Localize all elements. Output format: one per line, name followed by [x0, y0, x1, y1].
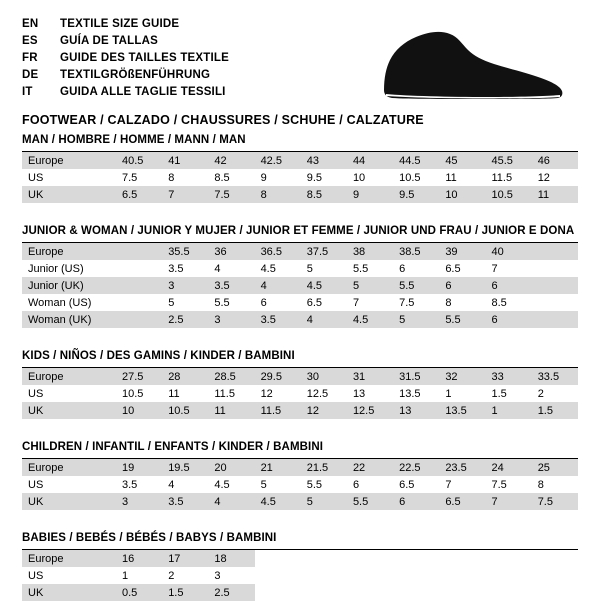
cell: 11: [532, 186, 578, 203]
cell: 4.5: [260, 262, 276, 275]
cell: 20: [208, 459, 254, 476]
cell: 0.5: [116, 584, 162, 601]
cell: 1: [122, 569, 129, 582]
cell: 33: [486, 368, 532, 385]
cell: 6: [439, 277, 485, 294]
cell: 7: [486, 493, 532, 510]
cell-empty: [301, 550, 347, 567]
language-title-fr: GUIDE DES TAILLES TEXTILE: [60, 52, 229, 64]
cell: 5: [393, 311, 439, 328]
cell: 30: [301, 368, 347, 385]
cell-empty: [347, 584, 393, 601]
table-row: [22, 550, 578, 567]
section-title-babies: BABIES / BEBÉS / BÉBÉS / BABYS / BAMBINI: [22, 532, 578, 550]
cell: 7.5: [491, 478, 507, 491]
cell: 7: [491, 262, 498, 275]
cell: 7.5: [208, 186, 254, 203]
cell: 3.5: [255, 311, 301, 328]
row-label: US: [28, 569, 44, 582]
cell: 1: [445, 387, 452, 400]
cell: [532, 294, 578, 311]
cell: [532, 260, 578, 277]
size-table-babies: [22, 550, 578, 601]
cell: 10.5: [162, 402, 208, 419]
cell: 29.5: [255, 368, 301, 385]
cell: 12.5: [306, 387, 329, 400]
cell: 8: [445, 296, 452, 309]
cell: 5.5: [352, 262, 369, 275]
cell: 7: [162, 186, 208, 203]
cell: 5.5: [439, 311, 485, 328]
row-label: UK: [22, 186, 116, 203]
cell: 25: [532, 459, 578, 476]
cell: 3.5: [168, 262, 184, 275]
cell: 10: [116, 402, 162, 419]
cell: 5.5: [393, 277, 439, 294]
cell-empty: [255, 550, 301, 567]
cell: 3: [214, 569, 221, 582]
row-label: Europe: [22, 459, 116, 476]
language-code-it: IT: [22, 86, 33, 98]
row-label: Europe: [22, 550, 116, 567]
cell: 11: [208, 402, 254, 419]
cell: 10.5: [486, 186, 532, 203]
table-row: [22, 476, 578, 493]
cell: 44.5: [393, 152, 439, 169]
cell: 2: [537, 387, 544, 400]
row-label: US: [28, 478, 44, 491]
row-label: Europe: [22, 152, 116, 169]
dress-shoe-icon: [378, 28, 568, 106]
cell: 2.5: [162, 311, 208, 328]
cell: 5: [301, 493, 347, 510]
cell: 6: [393, 493, 439, 510]
table-row: [22, 567, 578, 584]
cell: [116, 294, 162, 311]
cell: 8.5: [301, 186, 347, 203]
cell: 6.5: [439, 493, 485, 510]
cell-empty: [393, 550, 439, 567]
cell: 4: [214, 262, 221, 275]
row-label: UK: [22, 493, 116, 510]
cell: 40: [486, 243, 532, 260]
cell: 10.5: [399, 171, 421, 184]
cell-empty: [347, 550, 393, 567]
size-table-kids: [22, 368, 578, 419]
cell: 13.5: [399, 387, 421, 400]
language-row: [22, 33, 229, 50]
cell: 32: [439, 368, 485, 385]
language-title-en: TEXTILE SIZE GUIDE: [60, 18, 180, 30]
cell: 37.5: [301, 243, 347, 260]
table-row: [22, 584, 578, 601]
cell: 24: [486, 459, 532, 476]
cell: 5.5: [306, 478, 323, 491]
cell: 6.5: [116, 186, 162, 203]
cell: 3: [116, 493, 162, 510]
cell: 1.5: [162, 584, 208, 601]
table-row: [22, 277, 578, 294]
cell: 13: [393, 402, 439, 419]
cell: 5.5: [347, 493, 393, 510]
cell: 44: [347, 152, 393, 169]
cell: 22: [347, 459, 393, 476]
cell: 28.5: [208, 368, 254, 385]
cell: 4: [255, 277, 301, 294]
cell: 8.5: [491, 296, 507, 309]
size-table-man: [22, 152, 578, 203]
cell: 5: [168, 296, 175, 309]
section-title-man: MAN / HOMBRE / HOMME / MANN / MAN: [22, 134, 578, 152]
table-row: [22, 402, 578, 419]
cell: 4: [301, 311, 347, 328]
cell-empty: [301, 584, 347, 601]
row-label: US: [28, 387, 44, 400]
cell: 9: [260, 171, 267, 184]
cell: 27.5: [116, 368, 162, 385]
cell: 2: [168, 569, 175, 582]
size-table-junior-woman: [22, 243, 578, 328]
cell: 3: [162, 277, 208, 294]
cell: 9: [347, 186, 393, 203]
cell: 5: [260, 478, 267, 491]
cell: 39: [439, 243, 485, 260]
cell: 38: [347, 243, 393, 260]
cell: [116, 277, 162, 294]
cell-empty: [486, 584, 532, 601]
row-label: UK: [22, 584, 116, 601]
cell: 42: [208, 152, 254, 169]
cell: [116, 260, 162, 277]
cell: 7: [352, 296, 360, 309]
cell-empty: [532, 567, 578, 584]
table-row: [22, 459, 578, 476]
cell: 36: [208, 243, 254, 260]
cell: 10: [352, 171, 366, 184]
page-header: [22, 16, 578, 127]
size-table-children: [22, 459, 578, 510]
cell: 7.5: [532, 493, 578, 510]
cell: 33.5: [532, 368, 578, 385]
section-children: [22, 441, 578, 510]
cell: 8: [168, 171, 175, 184]
table-row: [22, 243, 578, 260]
cell: 31: [347, 368, 393, 385]
table-row: [22, 385, 578, 402]
row-label: Woman (UK): [22, 311, 116, 328]
cell-empty: [486, 567, 532, 584]
cell: 12: [537, 171, 550, 184]
cell: 6: [486, 311, 532, 328]
cell: 18: [208, 550, 254, 567]
cell: 11.5: [491, 171, 513, 184]
section-title-junior-woman: JUNIOR & WOMAN / JUNIOR Y MUJER / JUNIOR ET FEMME / JUNIOR UND FRAU / JUNIOR E DONA: [22, 225, 578, 243]
cell: 3: [208, 311, 254, 328]
language-code-en: EN: [22, 18, 39, 30]
cell-empty: [532, 584, 578, 601]
cell-empty: [393, 567, 439, 584]
cell: 4: [168, 478, 175, 491]
section-man: [22, 134, 578, 203]
cell: [532, 243, 578, 260]
cell: 7.5: [399, 296, 415, 309]
cell: 11.5: [214, 387, 235, 400]
cell: 3.5: [122, 478, 138, 491]
cell: 4: [208, 493, 254, 510]
cell-empty: [255, 584, 301, 601]
language-title-de: TEXTILGRÖßENFÜHRUNG: [60, 69, 211, 81]
cell: 13: [352, 387, 366, 400]
cell: 6: [486, 277, 532, 294]
cell: 16: [116, 550, 162, 567]
table-row: [22, 260, 578, 277]
cell: 5.5: [214, 296, 230, 309]
language-title-it: GUIDA ALLE TAGLIE TESSILI: [60, 86, 226, 98]
cell: 8: [255, 186, 301, 203]
row-label: Europe: [22, 243, 116, 260]
cell-empty: [347, 567, 393, 584]
language-row: [22, 16, 229, 33]
cell: 1.5: [532, 402, 578, 419]
cell-empty: [301, 567, 347, 584]
cell: 21.5: [301, 459, 347, 476]
row-label: Woman (US): [28, 296, 92, 309]
cell: 43: [301, 152, 347, 169]
cell: 6: [260, 296, 267, 309]
cell: 9.5: [306, 171, 323, 184]
cell: 1.5: [491, 387, 507, 400]
cell-empty: [393, 584, 439, 601]
cell-empty: [439, 567, 485, 584]
row-label: US: [28, 171, 44, 184]
cell: [532, 311, 578, 328]
cell: 6.5: [445, 262, 461, 275]
cell: 38.5: [393, 243, 439, 260]
cell: 1: [486, 402, 532, 419]
cell: 41: [162, 152, 208, 169]
cell: 5: [306, 262, 313, 275]
row-label: Europe: [22, 368, 116, 385]
section-junior-woman: [22, 225, 578, 328]
cell: 12: [301, 402, 347, 419]
cell: 7: [445, 478, 452, 491]
cell: 10.5: [122, 387, 144, 400]
cell: 23.5: [439, 459, 485, 476]
section-title-children: CHILDREN / INFANTIL / ENFANTS / KINDER / BAMBINI: [22, 441, 578, 459]
row-label: Junior (US): [28, 262, 84, 275]
language-code-fr: FR: [22, 52, 38, 64]
cell: 6: [352, 478, 360, 491]
cell-empty: [532, 550, 578, 567]
cell: 45: [439, 152, 485, 169]
table-row: [22, 368, 578, 385]
cell: 42.5: [255, 152, 301, 169]
language-code-es: ES: [22, 35, 38, 47]
cell: [116, 243, 162, 260]
language-row: [22, 67, 229, 84]
cell: 6.5: [399, 478, 415, 491]
cell: 22.5: [393, 459, 439, 476]
footwear-category-title: FOOTWEAR / CALZADO / CHAUSSURES / SCHUHE / CALZATURE: [22, 113, 424, 127]
cell: 28: [162, 368, 208, 385]
cell: 45.5: [486, 152, 532, 169]
table-row: [22, 294, 578, 311]
cell: 11: [168, 387, 180, 400]
cell: 7.5: [122, 171, 138, 184]
language-row: [22, 50, 229, 67]
cell: 11.5: [255, 402, 301, 419]
cell: 21: [255, 459, 301, 476]
table-row: [22, 493, 578, 510]
table-row: [22, 169, 578, 186]
cell-empty: [255, 567, 301, 584]
cell: 4.5: [255, 493, 301, 510]
language-row: [22, 84, 229, 101]
section-kids: [22, 350, 578, 419]
cell: [116, 311, 162, 328]
cell-empty: [439, 550, 485, 567]
cell: 4.5: [301, 277, 347, 294]
cell: 40.5: [116, 152, 162, 169]
cell-empty: [439, 584, 485, 601]
cell: 8: [537, 478, 544, 491]
cell: [532, 277, 578, 294]
cell: 12: [260, 387, 273, 400]
cell: 17: [162, 550, 208, 567]
cell: 4.5: [214, 478, 230, 491]
cell: 6.5: [306, 296, 323, 309]
cell-empty: [486, 550, 532, 567]
cell: 10: [439, 186, 485, 203]
cell: 6: [399, 262, 406, 275]
cell: 8.5: [214, 171, 230, 184]
row-label: UK: [22, 402, 116, 419]
cell: 9.5: [393, 186, 439, 203]
table-row: [22, 186, 578, 203]
cell: 36.5: [255, 243, 301, 260]
table-row: [22, 311, 578, 328]
cell: 2.5: [208, 584, 254, 601]
row-label: Junior (UK): [22, 277, 116, 294]
cell: 12.5: [347, 402, 393, 419]
cell: 3.5: [208, 277, 254, 294]
cell: 46: [532, 152, 578, 169]
section-title-kids: KIDS / NIÑOS / DES GAMINS / KINDER / BAMBINI: [22, 350, 578, 368]
cell: 3.5: [162, 493, 208, 510]
cell: 19.5: [162, 459, 208, 476]
language-code-de: DE: [22, 69, 39, 81]
cell: 19: [116, 459, 162, 476]
section-babies: [22, 532, 578, 601]
cell: 13.5: [439, 402, 485, 419]
cell: 11: [445, 171, 457, 184]
cell: 31.5: [393, 368, 439, 385]
cell: 5: [347, 277, 393, 294]
cell: 35.5: [162, 243, 208, 260]
language-title-table: [22, 16, 229, 101]
table-row: [22, 152, 578, 169]
language-title-es: GUÍA DE TALLAS: [60, 35, 158, 47]
cell: 4.5: [347, 311, 393, 328]
